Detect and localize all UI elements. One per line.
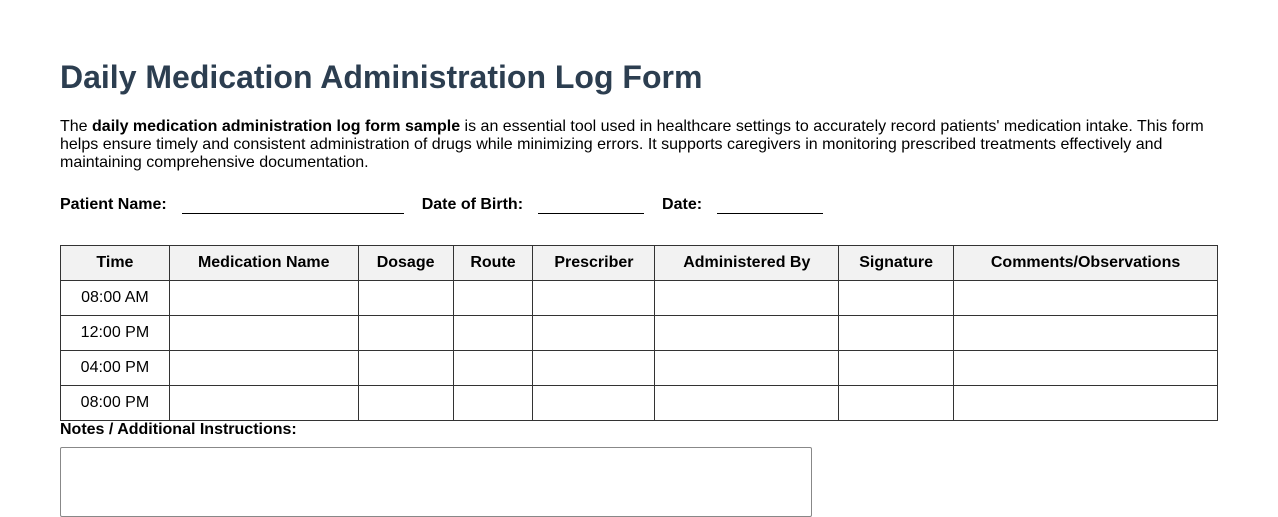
cell-dosage[interactable] <box>358 281 453 316</box>
header-medication-name: Medication Name <box>169 246 358 281</box>
table-row <box>61 316 1218 351</box>
cell-administered-by[interactable] <box>655 316 839 351</box>
header-route: Route <box>453 246 533 281</box>
cell-route[interactable] <box>453 316 533 351</box>
dob-field[interactable] <box>538 196 644 214</box>
cell-dosage[interactable] <box>358 386 453 421</box>
cell-signature[interactable] <box>839 351 954 386</box>
table-row <box>61 386 1218 421</box>
header-comments: Comments/Observations <box>954 246 1218 281</box>
cell-signature[interactable] <box>839 386 954 421</box>
cell-medication-name[interactable] <box>169 351 358 386</box>
table-header-row <box>61 246 1218 281</box>
cell-route[interactable] <box>453 386 533 421</box>
header-administered-by: Administered By <box>655 246 839 281</box>
intro-prefix: The <box>60 118 93 135</box>
patient-name-field[interactable] <box>182 196 404 214</box>
notes-textarea[interactable] <box>60 447 812 517</box>
cell-time: 04:00 PM <box>61 351 170 386</box>
cell-medication-name[interactable] <box>169 281 358 316</box>
intro-bold: daily medication administration log form sample <box>92 118 461 135</box>
page-title: Daily Medication Administration Log Form <box>60 59 703 95</box>
cell-comments[interactable] <box>954 316 1218 351</box>
header-time: Time <box>61 246 170 281</box>
cell-dosage[interactable] <box>358 316 453 351</box>
cell-time: 12:00 PM <box>61 316 170 351</box>
cell-medication-name[interactable] <box>169 386 358 421</box>
table-row <box>61 281 1218 316</box>
cell-signature[interactable] <box>839 316 954 351</box>
cell-route[interactable] <box>453 351 533 386</box>
date-field[interactable] <box>717 196 823 214</box>
intro-suffix: is an essential tool used in healthcare settings to accurately record patients' medication intake. This form helps ensure timely and consistent administration of drugs while minimizing errors. It supports caregivers in monitoring prescribed treatments effectively and maintaining comprehensive documentation. <box>60 118 1204 171</box>
table-row <box>61 351 1218 386</box>
cell-dosage[interactable] <box>358 351 453 386</box>
cell-time: 08:00 AM <box>61 281 170 316</box>
cell-administered-by[interactable] <box>655 351 839 386</box>
cell-comments[interactable] <box>954 281 1218 316</box>
medication-log-table <box>60 245 1218 421</box>
header-dosage: Dosage <box>358 246 453 281</box>
cell-comments[interactable] <box>954 351 1218 386</box>
header-signature: Signature <box>839 246 954 281</box>
cell-comments[interactable] <box>954 386 1218 421</box>
cell-time: 08:00 PM <box>61 386 170 421</box>
header-prescriber: Prescriber <box>533 246 655 281</box>
cell-prescriber[interactable] <box>533 351 655 386</box>
cell-administered-by[interactable] <box>655 281 839 316</box>
cell-prescriber[interactable] <box>533 386 655 421</box>
notes-label: Notes / Additional Instructions: <box>60 421 297 438</box>
patient-name-label: Patient Name: <box>60 196 167 213</box>
cell-signature[interactable] <box>839 281 954 316</box>
cell-route[interactable] <box>453 281 533 316</box>
cell-medication-name[interactable] <box>169 316 358 351</box>
date-label: Date: <box>662 196 703 213</box>
cell-administered-by[interactable] <box>655 386 839 421</box>
patient-info-fields <box>60 196 841 214</box>
cell-prescriber[interactable] <box>533 281 655 316</box>
dob-label: Date of Birth: <box>421 196 524 213</box>
cell-prescriber[interactable] <box>533 316 655 351</box>
intro-paragraph <box>60 118 1220 172</box>
